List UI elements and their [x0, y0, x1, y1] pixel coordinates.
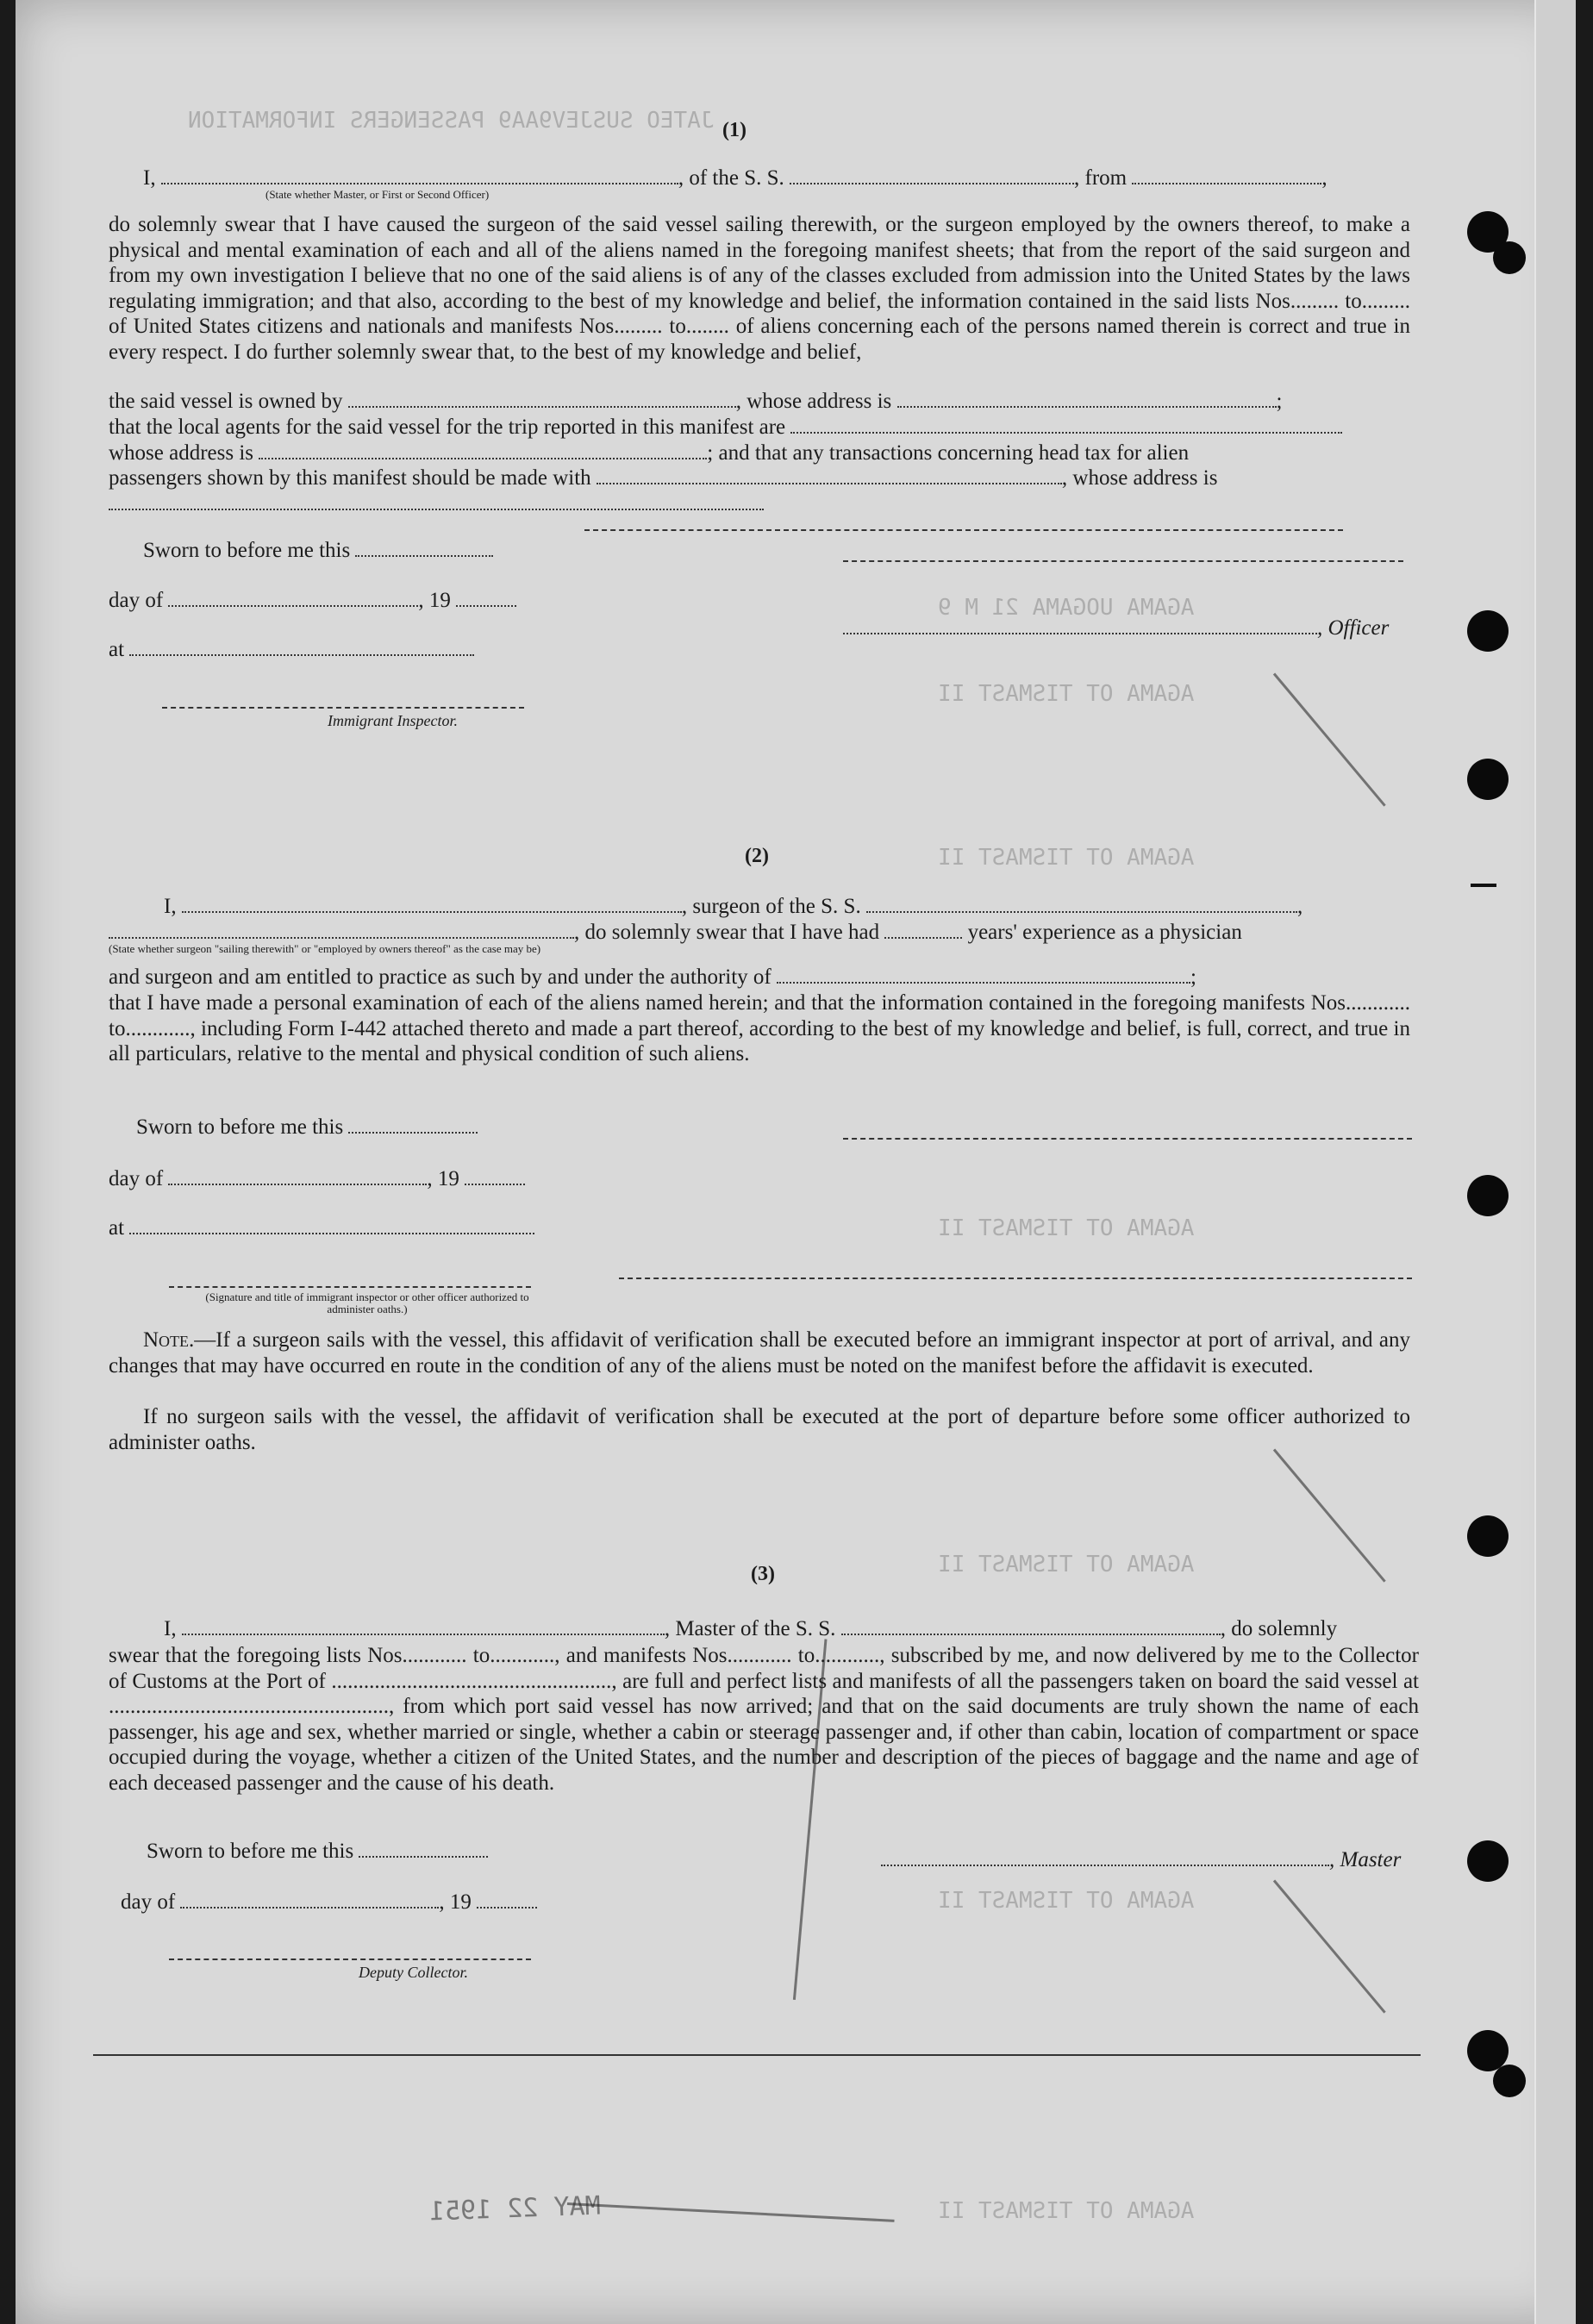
bleed-through: AGAMA OT TISMAST II [938, 1215, 1195, 1241]
section-2-number: (2) [745, 845, 769, 867]
label: whose address is [109, 441, 254, 465]
binder-hole [1493, 241, 1526, 274]
edge-mark [1471, 884, 1496, 887]
label: , Officer [1317, 616, 1390, 640]
blank-officer [161, 167, 678, 184]
s1-address-line [109, 492, 764, 516]
s3-sworn [147, 1840, 488, 1864]
label: , do solemnly swear that I have had [574, 921, 880, 944]
s1-inspector-line [162, 705, 524, 709]
blank-place [129, 639, 474, 656]
bottom-rule [93, 2054, 1421, 2056]
blank-place [129, 1217, 534, 1234]
blank-month [180, 1891, 439, 1909]
s1-sig-line-top [584, 528, 1343, 531]
s3-day [121, 1890, 537, 1915]
s2-body: that I have made a personal examination of each of the aliens named herein; and that the information contained in the foregoing manifests Nos............ to............, including Form I-442 attached thereto and made a part thereof, according to the best of my knowledge and belief, is full, correct, and true in all particulars, relative to the mental and physical condition of such aliens. [109, 991, 1410, 1065]
label: and surgeon and am entitled to practice as such by and under the authority of [109, 965, 772, 989]
label: that the local agents for the said vessel for the trip reported in this manifest are [109, 415, 786, 439]
s1-passengers [109, 466, 1217, 490]
label: , Master [1329, 1848, 1402, 1871]
blank-master-signature [881, 1849, 1329, 1866]
blank-agent-address [259, 442, 707, 459]
label: , from [1074, 166, 1128, 190]
label: years' experience as a physician [967, 921, 1242, 944]
blank-head-tax-address [109, 493, 764, 510]
label: I, [164, 895, 177, 918]
s1-body: do solemnly swear that I have caused the surgeon of the said vessel sailing therewith, or the surgeon employed by the owners thereof, to make a physical and mental examination of each and all of the aliens named in the foregoing manifest sheets; that from the report of the said surgeon and from my own investigation I believe that no one of the said aliens is of any of the classes excluded from admission into the United States by the laws regulating immigration; and that also, according to the best of my knowledge and belief, the information contained in the said lists Nos......... to......... of United States citizens and nationals and manifests Nos......... to........ of aliens concerning each of the persons named therein is correct and true in every respect. I do further solemnly swear that, to the best of my knowledge and belief, [109, 213, 1410, 364]
label: , whose address is [735, 390, 892, 413]
s2-note-2: If no surgeon sails with the vessel, the affidavit of verification shall be executed at the port of departure before some officer authorized to administer oaths. [109, 1405, 1410, 1454]
s1-line1: I, , of the S. S. , from , [143, 166, 1328, 190]
binder-hole [1467, 1175, 1509, 1216]
label: passengers shown by this manifest should be made with [109, 466, 591, 490]
blank-owner-address [897, 390, 1277, 408]
blank-vessel [790, 167, 1074, 184]
s2-line2 [109, 921, 1242, 945]
bleed-through: AGAMA OT TISMAST II [938, 681, 1195, 707]
manifest-back-page [16, 0, 1576, 2324]
label: , 19 [427, 1167, 459, 1190]
s1-officer-note: (State whether Master, or First or Second Officer) [266, 188, 490, 201]
blank-sworn-day [359, 1840, 488, 1858]
binder-hole [1493, 2065, 1526, 2097]
blank-vessel [841, 1618, 1221, 1635]
label: Sworn to before me this [136, 1115, 344, 1139]
bleed-through: AGAMA UOGAMA 21 M 9 [938, 595, 1195, 621]
blank-month [168, 1168, 427, 1185]
blank-head-tax [597, 467, 1062, 484]
s1-sworn [143, 539, 493, 563]
label: , surgeon of the S. S. [681, 895, 861, 918]
section-1-number: (1) [722, 119, 747, 141]
pen-mark [567, 2202, 895, 2222]
label: , of the S. S. [678, 166, 784, 190]
blank-year [456, 590, 516, 607]
binder-hole [1467, 1515, 1509, 1557]
s3-master [881, 1848, 1401, 1872]
blank-officer-signature [843, 617, 1317, 634]
blank-sworn-day [348, 1116, 478, 1134]
s1-at [109, 638, 474, 662]
s1-agents [109, 415, 1342, 440]
s2-sig-note: (Signature and title of immigrant inspector or other officer authorized to administer oaths.) [205, 1290, 529, 1315]
s2-at [109, 1216, 534, 1240]
pen-mark [1273, 1880, 1386, 2014]
label: at [109, 638, 125, 661]
s1-day [109, 589, 516, 613]
s3-collector: Deputy Collector. [359, 1964, 468, 1981]
bleed-through: AGAMA OT TISMAST II [938, 845, 1195, 871]
binder-hole [1467, 1840, 1509, 1882]
blank-authority [777, 966, 1190, 984]
section-3-number: (3) [751, 1563, 775, 1585]
s1-whose [109, 441, 1189, 465]
label: at [109, 1216, 125, 1240]
label: I, [164, 1617, 177, 1640]
blank-year [477, 1891, 537, 1909]
s2-sworn [136, 1115, 478, 1140]
blank-month [168, 590, 418, 607]
label: day of [109, 589, 164, 612]
label: Sworn to before me this [143, 539, 351, 562]
pen-mark [1273, 1449, 1386, 1583]
blank-from [1132, 167, 1321, 184]
s2-day [109, 1167, 525, 1191]
s2-sailing-note: (State whether surgeon "sailing therewith" or "employed by owners thereof" as the case may be) [109, 942, 541, 955]
s2-sig-line [843, 1136, 1412, 1140]
label: , 19 [439, 1890, 472, 1914]
blank-vessel [866, 896, 1297, 913]
blank-agents [790, 416, 1342, 434]
label: , do solemnly [1220, 1617, 1338, 1640]
bleed-through: JATEO SUSJEV9AA9 PASSENGERS INFORMATION [188, 108, 715, 134]
s2-officer-line [169, 1284, 531, 1288]
binder-hole [1467, 610, 1509, 652]
blank-year [465, 1168, 525, 1185]
blank-sworn-day [355, 540, 493, 557]
page-edge [1534, 0, 1576, 2324]
binder-hole [1467, 759, 1509, 800]
blank-master [182, 1618, 665, 1635]
bleed-through: AGAMA OT TISMAST II [938, 1888, 1195, 1914]
blank-owner [348, 390, 736, 408]
blank-surgeon [182, 896, 682, 913]
note-label: Note. [143, 1328, 195, 1352]
s1-officer [843, 616, 1389, 640]
label: day of [121, 1890, 176, 1914]
label: Sworn to before me this [147, 1840, 354, 1863]
label: ; and that any transactions concerning head tax for alien [707, 441, 1190, 465]
label: I, [143, 166, 156, 190]
note-text: —If a surgeon sails with the vessel, this affidavit of verification shall be executed before an immigrant inspector at port of arrival, and any changes that may have occurred en route in the condition of any of the aliens must be noted on the manifest before the affidavit is executed. [109, 1328, 1410, 1378]
s2-note [109, 1328, 1410, 1378]
s3-collector-line [169, 1957, 531, 1960]
s2-line3: and surgeon and am entitled to practice as such by and under the authority of ; [109, 965, 1196, 989]
s1-inspector: Immigrant Inspector. [328, 712, 458, 729]
s1-sig-line [843, 559, 1403, 562]
pen-mark [1273, 673, 1386, 807]
label: day of [109, 1167, 164, 1190]
blank-years [884, 921, 962, 939]
bleed-through: AGAMA OT TISMAST II [938, 1552, 1195, 1577]
bleed-through: AGAMA OT TISMAST II [938, 2198, 1195, 2224]
arrival-stamp: MAY 22 1951 [428, 2190, 602, 2227]
s3-body: swear that the foregoing lists Nos............ to............, and manifests Nos............ to............, subscribed by me, and now delivered by me to the Collector of Customs at the Port of ...................................................., are full and perfect lists and manifests of all the passengers taken on board the said vessel at ...................................................., from which port said vessel has now arrived; and that on the said documents are truly shown the name of each passenger, his age and sex, whether married or single, whether a cabin or steerage passenger and, if other than cabin, location of compartment or space occupied during the voyage, whether a citizen of the United States, and the number and description of the pieces of baggage and the name and age of each deceased passenger and the cause of his death. [109, 1644, 1419, 1795]
label: , whose address is [1061, 466, 1218, 490]
s2-line1: I, , surgeon of the S. S. , [164, 895, 1303, 918]
s2-sig-line-2 [619, 1276, 1412, 1279]
label: , Master of the S. S. [664, 1617, 836, 1640]
s3-line1 [164, 1617, 1337, 1641]
label: the said vessel is owned by [109, 390, 343, 413]
blank-sailing [109, 921, 574, 939]
label: , 19 [418, 589, 451, 612]
s1-owned: the said vessel is owned by , whose address is ; [109, 390, 1283, 413]
